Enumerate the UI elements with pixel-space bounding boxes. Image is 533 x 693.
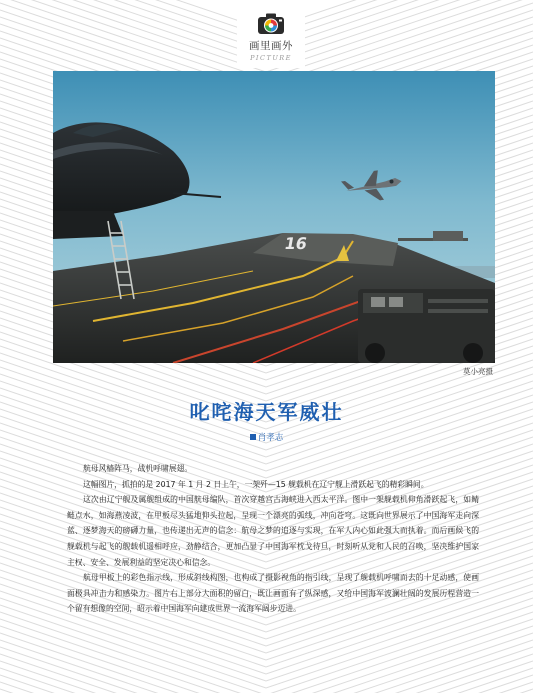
byline <box>0 431 533 443</box>
paragraph: 航母甲板上的彩色指示线，形成斜线构图，也构成了摄影视角的指引线，呈现了舰载机呼啸而去的十足动感，使画面极具冲击力和感染力。图片右上部分大面积的留白，既让画面有了纵深感，又给中国海军波澜壮阔的发展历程营造一个留有想像的空间，昭示着中国海军向建成世界一流海军阔步迈进。 <box>67 573 479 614</box>
column-subtitle: PICTURE <box>250 54 292 62</box>
deck-number: 16 <box>282 234 309 253</box>
author-name: 肖孝志 <box>257 433 284 443</box>
paragraph: 航母风樯阵马，战机呼啸展翅。 <box>83 464 193 473</box>
photo-credit: 莫小亮摄 <box>463 367 493 376</box>
masthead <box>237 0 305 68</box>
carrier-jet-photo <box>53 71 495 363</box>
paragraph: 这幅图片，抓拍的是 2017 年 1 月 2 日上午，一架歼—15 舰载机在辽宁舰上滑跃起飞的精彩瞬间。 <box>83 479 429 489</box>
paragraph: 这次由辽宁舰及属舰组成的中国航母编队，首次穿越宫古海峡进入西太平洋。图中一架舰载机仰角滑跃起飞，如鲭鲢点水，如海燕凌波，在甲板尽头猛地仰头拉起，呈现一个漂亮的弧线，冲向苍穹。这既向世界展示了中国海军走向深蓝、逐梦海天的磅礴力量，也传递出无声的信念：航母之梦的追逐与实现，在军人内心如此强大而执着。而后画候飞的舰载机与起飞的舰载机遥相呼应，劲静结合，更加凸显了中国海军枕戈待旦，时刻听从党和人民的召唤，坚决维护国家主权、安全、发展利益的坚定决心和信念。 <box>67 495 479 567</box>
article-title: 叱咤海天军威壮 <box>189 400 344 424</box>
column-title: 画里画外 <box>249 40 293 52</box>
byline-square-icon <box>250 434 256 440</box>
camera-icon <box>256 12 286 36</box>
article-body <box>67 461 479 617</box>
